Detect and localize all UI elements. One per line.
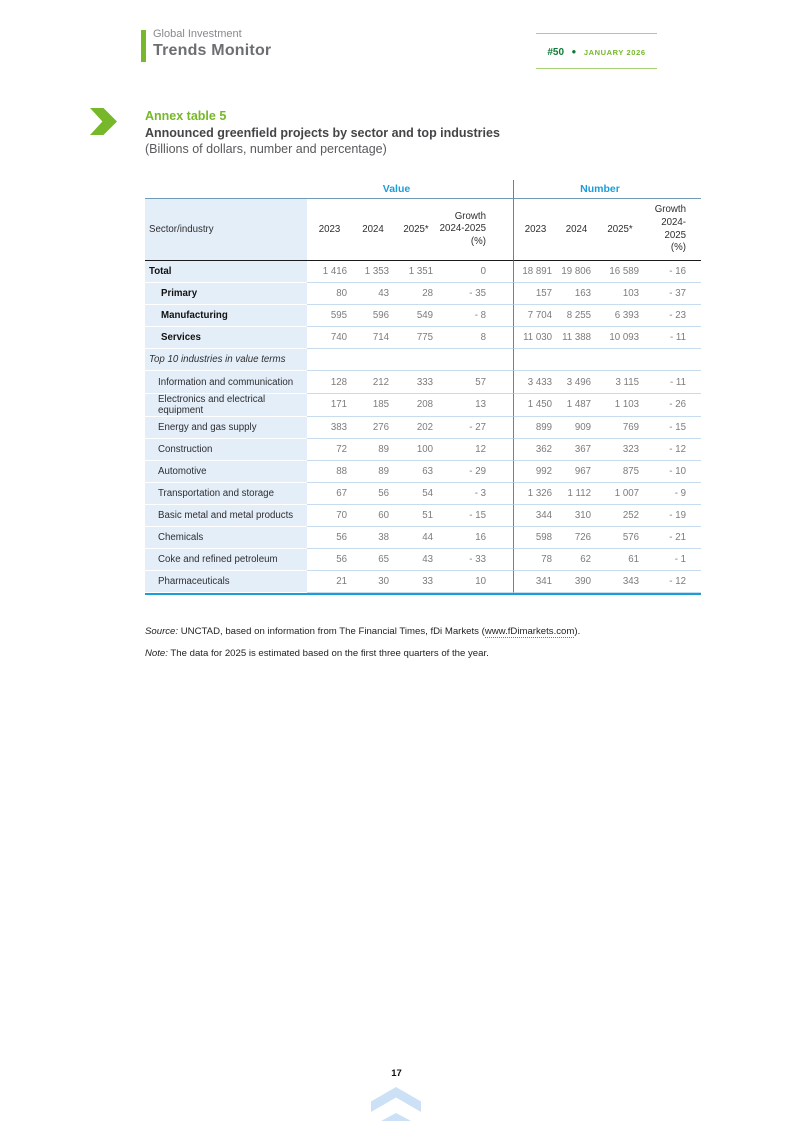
number-cell <box>644 349 701 371</box>
number-cell: 992 <box>513 461 557 483</box>
column-header-year: 2025* <box>394 199 438 261</box>
issue-number: #50 <box>547 47 565 58</box>
number-cell: 899 <box>513 417 557 439</box>
number-cell: 1 487 <box>557 394 596 417</box>
number-cell: 598 <box>513 527 557 549</box>
table-column-header-row <box>145 199 701 261</box>
number-cell: 769 <box>596 417 644 439</box>
table-row <box>145 549 701 571</box>
number-cell: 62 <box>557 549 596 571</box>
value-cell: 28 <box>394 283 438 305</box>
row-label: Electronics and electrical equipment <box>145 394 307 417</box>
value-cell: 43 <box>394 549 438 571</box>
number-cell: 367 <box>557 439 596 461</box>
number-cell: 18 891 <box>513 261 557 283</box>
brand-line-bottom: Trends Monitor <box>153 42 272 60</box>
brand-accent-bar <box>141 30 146 62</box>
column-header-growth <box>438 199 513 261</box>
table-row <box>145 349 701 371</box>
table-row <box>145 483 701 505</box>
value-cell: 208 <box>394 394 438 417</box>
value-cell: 13 <box>438 394 513 417</box>
growth-line: Growth <box>454 210 486 222</box>
value-cell: 51 <box>394 505 438 527</box>
table-row <box>145 261 701 283</box>
number-cell: - 19 <box>644 505 701 527</box>
number-cell <box>513 349 557 371</box>
column-header-growth <box>644 199 701 261</box>
value-cell: 54 <box>394 483 438 505</box>
number-cell: 10 093 <box>596 327 644 349</box>
value-cell: 67 <box>307 483 352 505</box>
column-header-year: 2023 <box>513 199 557 261</box>
number-cell <box>557 349 596 371</box>
number-cell: - 26 <box>644 394 701 417</box>
row-label: Chemicals <box>145 527 307 549</box>
growth-line: (%) <box>670 242 686 254</box>
value-cell: 383 <box>307 417 352 439</box>
annex-table <box>145 180 701 595</box>
value-cell: 65 <box>352 549 394 571</box>
source-text: UNCTAD, based on information from The Financial Times, fDi Markets ( <box>178 626 485 637</box>
value-cell: 80 <box>307 283 352 305</box>
number-cell: - 9 <box>644 483 701 505</box>
value-cell: 549 <box>394 305 438 327</box>
table-row <box>145 417 701 439</box>
source-link[interactable]: www.fDimarkets.com <box>484 626 575 637</box>
number-cell: - 15 <box>644 417 701 439</box>
number-cell: 875 <box>596 461 644 483</box>
table-row <box>145 327 701 349</box>
table-group-header-row <box>145 180 701 199</box>
number-cell: 11 388 <box>557 327 596 349</box>
row-label: Pharmaceuticals <box>145 571 307 593</box>
value-cell: 775 <box>394 327 438 349</box>
number-cell: 909 <box>557 417 596 439</box>
number-cell: 11 030 <box>513 327 557 349</box>
number-cell: 1 007 <box>596 483 644 505</box>
value-cell: 1 416 <box>307 261 352 283</box>
value-cell: 740 <box>307 327 352 349</box>
column-header-sector: Sector/industry <box>145 199 307 261</box>
source-suffix: ). <box>574 626 581 637</box>
number-cell: - 10 <box>644 461 701 483</box>
row-label: Top 10 industries in value terms <box>145 349 307 371</box>
column-header-year: 2025* <box>596 199 644 261</box>
number-cell: 103 <box>596 283 644 305</box>
table-row <box>145 505 701 527</box>
value-cell: - 29 <box>438 461 513 483</box>
table-subtitle: (Billions of dollars, number and percentage) <box>145 142 387 156</box>
row-label: Total <box>145 261 307 283</box>
table-row <box>145 527 701 549</box>
table-row <box>145 305 701 327</box>
row-label: Information and communication <box>145 371 307 393</box>
value-cell <box>438 349 513 371</box>
table-row <box>145 394 701 417</box>
value-cell: 100 <box>394 439 438 461</box>
table-row <box>145 283 701 305</box>
number-cell: 1 103 <box>596 394 644 417</box>
table-title: Announced greenfield projects by sector and top industries <box>145 126 500 140</box>
number-cell: 1 326 <box>513 483 557 505</box>
value-cell: 595 <box>307 305 352 327</box>
value-cell: - 3 <box>438 483 513 505</box>
number-cell: 6 393 <box>596 305 644 327</box>
value-cell: 212 <box>352 371 394 393</box>
value-cell: 89 <box>352 439 394 461</box>
table-row <box>145 371 701 393</box>
number-cell <box>596 349 644 371</box>
group-header-spacer <box>145 180 307 199</box>
number-cell: 576 <box>596 527 644 549</box>
page-number: 17 <box>391 1068 402 1079</box>
source-label: Source: <box>145 626 179 637</box>
number-cell: 8 255 <box>557 305 596 327</box>
value-cell: 44 <box>394 527 438 549</box>
value-cell: 89 <box>352 461 394 483</box>
value-cell: 33 <box>394 571 438 593</box>
value-cell: 72 <box>307 439 352 461</box>
issue-date: JANUARY 2026 <box>583 48 646 57</box>
value-cell: - 27 <box>438 417 513 439</box>
table-row <box>145 439 701 461</box>
number-cell: 3 496 <box>557 371 596 393</box>
value-cell: 333 <box>394 371 438 393</box>
growth-line: (%) <box>470 235 486 247</box>
footer-chevron-icon <box>379 1113 413 1121</box>
growth-line: Growth <box>654 204 686 216</box>
value-cell: 56 <box>352 483 394 505</box>
number-cell: 967 <box>557 461 596 483</box>
value-cell: 88 <box>307 461 352 483</box>
value-cell: 202 <box>394 417 438 439</box>
number-cell: 1 450 <box>513 394 557 417</box>
table-row <box>145 571 701 593</box>
column-header-year: 2023 <box>307 199 352 261</box>
table-row <box>145 461 701 483</box>
row-label: Manufacturing <box>145 305 307 327</box>
value-cell: 56 <box>307 549 352 571</box>
number-cell: 19 806 <box>557 261 596 283</box>
number-cell: 310 <box>557 505 596 527</box>
value-cell: 21 <box>307 571 352 593</box>
value-cell <box>352 349 394 371</box>
group-header-value: Value <box>307 180 513 199</box>
number-cell: 3 115 <box>596 371 644 393</box>
table-body <box>145 261 701 593</box>
source-line <box>145 627 580 638</box>
brand-line-top: Global Investment <box>153 28 242 40</box>
number-cell: - 1 <box>644 549 701 571</box>
number-cell: 390 <box>557 571 596 593</box>
row-label: Primary <box>145 283 307 305</box>
number-cell: - 16 <box>644 261 701 283</box>
value-cell: 1 353 <box>352 261 394 283</box>
number-cell: - 12 <box>644 571 701 593</box>
number-cell: 61 <box>596 549 644 571</box>
number-cell: 726 <box>557 527 596 549</box>
value-cell: 16 <box>438 527 513 549</box>
annex-table-label: Annex table 5 <box>145 109 227 123</box>
value-cell: 63 <box>394 461 438 483</box>
group-header-number: Number <box>513 180 701 199</box>
footer-chevron-icon <box>371 1087 421 1112</box>
value-cell: 57 <box>438 371 513 393</box>
row-label: Basic metal and metal products <box>145 505 307 527</box>
number-cell: 7 704 <box>513 305 557 327</box>
number-cell: 343 <box>596 571 644 593</box>
growth-line: 2024-2025 <box>661 216 686 241</box>
number-cell: - 21 <box>644 527 701 549</box>
value-cell: 30 <box>352 571 394 593</box>
value-cell: 12 <box>438 439 513 461</box>
number-cell: - 37 <box>644 283 701 305</box>
number-cell: - 23 <box>644 305 701 327</box>
value-cell: 8 <box>438 327 513 349</box>
number-cell: 341 <box>513 571 557 593</box>
number-cell: 78 <box>513 549 557 571</box>
value-cell: 276 <box>352 417 394 439</box>
number-cell: - 11 <box>644 371 701 393</box>
number-cell: 323 <box>596 439 644 461</box>
value-cell: - 8 <box>438 305 513 327</box>
note-text: The data for 2025 is estimated based on the first three quarters of the year. <box>167 647 489 659</box>
value-cell <box>307 349 352 371</box>
annex-chevron-icon <box>90 108 117 135</box>
number-cell: 16 589 <box>596 261 644 283</box>
number-cell: 1 112 <box>557 483 596 505</box>
value-cell: 43 <box>352 283 394 305</box>
value-cell: 1 351 <box>394 261 438 283</box>
number-cell: - 12 <box>644 439 701 461</box>
value-cell: 0 <box>438 261 513 283</box>
column-header-year: 2024 <box>352 199 394 261</box>
row-label: Construction <box>145 439 307 461</box>
column-header-year: 2024 <box>557 199 596 261</box>
value-cell: - 33 <box>438 549 513 571</box>
value-cell: 70 <box>307 505 352 527</box>
value-cell: 714 <box>352 327 394 349</box>
value-cell: - 15 <box>438 505 513 527</box>
growth-line: 2024-2025 <box>439 223 486 235</box>
value-cell: 596 <box>352 305 394 327</box>
value-cell: 56 <box>307 527 352 549</box>
number-cell: 157 <box>513 283 557 305</box>
row-label: Automotive <box>145 461 307 483</box>
row-label: Coke and refined petroleum <box>145 549 307 571</box>
number-cell: - 11 <box>644 327 701 349</box>
number-cell: 362 <box>513 439 557 461</box>
number-cell: 163 <box>557 283 596 305</box>
row-label: Services <box>145 327 307 349</box>
value-cell: 185 <box>352 394 394 417</box>
brand-block <box>153 28 271 60</box>
value-cell: 60 <box>352 505 394 527</box>
note-line <box>145 649 580 660</box>
value-cell: 38 <box>352 527 394 549</box>
number-cell: 344 <box>513 505 557 527</box>
number-cell: 252 <box>596 505 644 527</box>
issue-dot-icon: ● <box>571 47 577 56</box>
value-cell: 171 <box>307 394 352 417</box>
issue-box <box>536 33 657 69</box>
value-cell: - 35 <box>438 283 513 305</box>
row-label: Transportation and storage <box>145 483 307 505</box>
note-label: Note: <box>145 647 168 659</box>
footnotes <box>145 627 580 670</box>
value-cell: 10 <box>438 571 513 593</box>
value-cell <box>394 349 438 371</box>
value-cell: 128 <box>307 371 352 393</box>
number-cell: 3 433 <box>513 371 557 393</box>
row-label: Energy and gas supply <box>145 417 307 439</box>
